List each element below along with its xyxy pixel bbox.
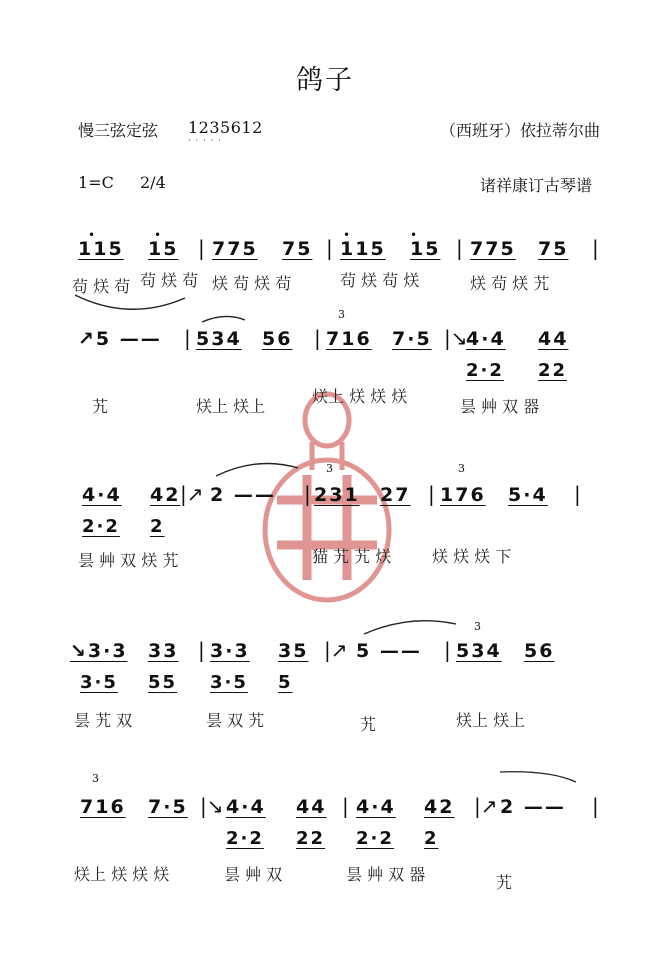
note-group: 7·5 <box>392 328 432 350</box>
note-group: 5·4 <box>508 484 548 506</box>
tuning-label: 慢三弦定弦 <box>78 121 159 140</box>
bar-line: | <box>326 236 333 260</box>
bar-line: |↘ <box>444 326 468 350</box>
note-group: 4·4 <box>226 796 266 818</box>
jianzi-notation: 昙 艸 双 器 <box>346 865 426 884</box>
page-title: 鸽子 <box>296 65 354 96</box>
jianzi-notation: 昙 双 艽 <box>206 711 265 730</box>
triplet-mark: 3 <box>92 772 99 785</box>
note-group: 115 <box>78 238 124 260</box>
jianzi-notation: 烪 烪 烪 下 <box>432 547 512 566</box>
note-group-lower: 3·5 <box>80 672 118 693</box>
bar-line: | <box>198 236 205 260</box>
bar-line: |↘ <box>200 794 224 818</box>
note-group: 15 <box>410 238 441 260</box>
slur-mark <box>360 616 460 638</box>
bar-line: | <box>444 638 451 662</box>
triplet-mark: 3 <box>474 620 481 633</box>
sustain-dash: —— <box>119 328 162 350</box>
note-group: ↗5 —— <box>78 328 162 350</box>
note-group <box>210 484 276 506</box>
bar-line: |↗ <box>180 482 204 506</box>
jianzi-notation: 艽 <box>92 397 109 416</box>
jianzi-notation: 烪 茍 烪 艽 <box>470 274 550 293</box>
note-group: 42 <box>424 796 455 818</box>
jianzi-notation: 昙 艸 双 <box>224 865 283 884</box>
note-group: 115 <box>340 238 386 260</box>
note: 5 <box>356 640 372 662</box>
note-group: 7·5 <box>148 796 188 818</box>
note: 2 <box>500 796 516 818</box>
jianzi-notation: 艽 <box>360 715 377 734</box>
note-group-lower: 22 <box>296 828 326 849</box>
octave-dot: • <box>88 228 96 242</box>
slur-mark <box>70 290 190 320</box>
note-group: 716 <box>80 796 126 818</box>
octave-dot: • <box>343 228 351 242</box>
bar-line: | <box>574 482 581 506</box>
bar-line: | <box>592 794 599 818</box>
note-group: 4·4 <box>466 328 506 350</box>
jianzi-notation: 昙 艽 双 <box>74 711 133 730</box>
note-group: 56 <box>262 328 293 350</box>
note-group: ↘3·3 <box>70 640 128 662</box>
note-group: 534 <box>456 640 502 662</box>
jianzi-notation: 茍 烪 茍 <box>72 277 131 296</box>
note: 5 <box>95 328 112 350</box>
note: 2 <box>210 484 226 506</box>
note: 3·3 <box>87 640 128 662</box>
bar-line: | <box>342 794 349 818</box>
sustain-dash: —— <box>379 640 422 662</box>
bar-line: | <box>428 482 435 506</box>
key-signature: 1=C <box>78 173 114 192</box>
jianzi-notation: 烪 茍 烪 茍 <box>212 274 292 293</box>
jianzi-notation: 昙 艸 双 烪 艽 <box>78 551 179 570</box>
note-group: 56 <box>524 640 555 662</box>
jianzi-notation: 烪上 烪上 <box>196 397 266 416</box>
note-group: 15 <box>148 238 179 260</box>
note-group: 27 <box>380 484 411 506</box>
note-group <box>500 796 566 818</box>
note-group-lower: 5 <box>278 672 293 693</box>
jianzi-notation: 艽 <box>496 873 513 892</box>
jianzi-notation: 烪上 烪 烪 烪 <box>74 865 170 884</box>
note-group: 42 <box>150 484 181 506</box>
note-group: 35 <box>278 640 309 662</box>
jianzi-notation: 烪上 烪 烪 烪 <box>312 387 408 406</box>
note-group: 4·4 <box>356 796 396 818</box>
note-group: 33 <box>148 640 179 662</box>
jianzi-notation: 烪上 烪上 <box>456 711 526 730</box>
octave-dot: • <box>410 228 418 242</box>
arranger: 诸祥康订古琴谱 <box>480 176 593 195</box>
tuning-notes-text: 1235612 <box>188 118 263 137</box>
sustain-dash: —— <box>523 796 566 818</box>
bar-line: | <box>456 236 463 260</box>
jianzi-notation: 猫 艽 艽 烪 <box>312 547 392 566</box>
octave-dot: • <box>154 228 162 242</box>
jianzi-notation: 茍 烪 茍 烪 <box>340 271 420 290</box>
bar-line: |↗ <box>324 638 348 662</box>
note-group: 4·4 <box>82 484 122 506</box>
composer: （西班牙）依拉蒂尔曲 <box>440 121 601 140</box>
triplet-mark: 3 <box>338 308 345 321</box>
note-group-lower: 2 <box>150 516 165 537</box>
triplet-mark: 3 <box>458 462 465 475</box>
tie-arrow <box>200 312 250 326</box>
note-group: 176 <box>440 484 486 506</box>
note-group: 775 <box>212 238 258 260</box>
note-group-lower: 3·5 <box>210 672 248 693</box>
note-group: 716 <box>326 328 372 350</box>
bar-line: |↗ <box>474 794 498 818</box>
time-signature: 2/4 <box>140 173 166 192</box>
note-group: 231 <box>314 484 360 506</box>
note-group-lower: 2·2 <box>226 828 264 849</box>
tuning-notes <box>188 118 263 145</box>
note-group: 75 <box>538 238 569 260</box>
note-group: 534 <box>196 328 242 350</box>
note-group: 44 <box>296 796 327 818</box>
note-group: 3·3 <box>210 640 250 662</box>
low-octave-dots: ····· <box>188 136 226 145</box>
note-group <box>356 640 422 662</box>
note-group-lower: 2·2 <box>82 516 120 537</box>
note-group: 75 <box>282 238 313 260</box>
triplet-mark: 3 <box>326 462 333 475</box>
sustain-dash: —— <box>233 484 276 506</box>
note-group-lower: 2 <box>424 828 439 849</box>
slur-mark <box>212 458 302 480</box>
note-group-lower: 55 <box>148 672 178 693</box>
note-group-lower: 22 <box>538 360 568 381</box>
jianzi-notation: 昙 艸 双 器 <box>460 397 540 416</box>
bar-line: | <box>314 326 321 350</box>
jianzi-notation: 茍 烪 茍 <box>140 271 199 290</box>
bar-line: | <box>304 482 311 506</box>
bar-line: | <box>198 638 205 662</box>
note-group-lower: 2·2 <box>466 360 504 381</box>
note-group-lower: 2·2 <box>356 828 394 849</box>
note-group: 44 <box>538 328 569 350</box>
bar-line: | <box>184 326 191 350</box>
slur-mark <box>80 768 580 798</box>
note-group: 775 <box>470 238 516 260</box>
bar-line: | <box>592 236 599 260</box>
